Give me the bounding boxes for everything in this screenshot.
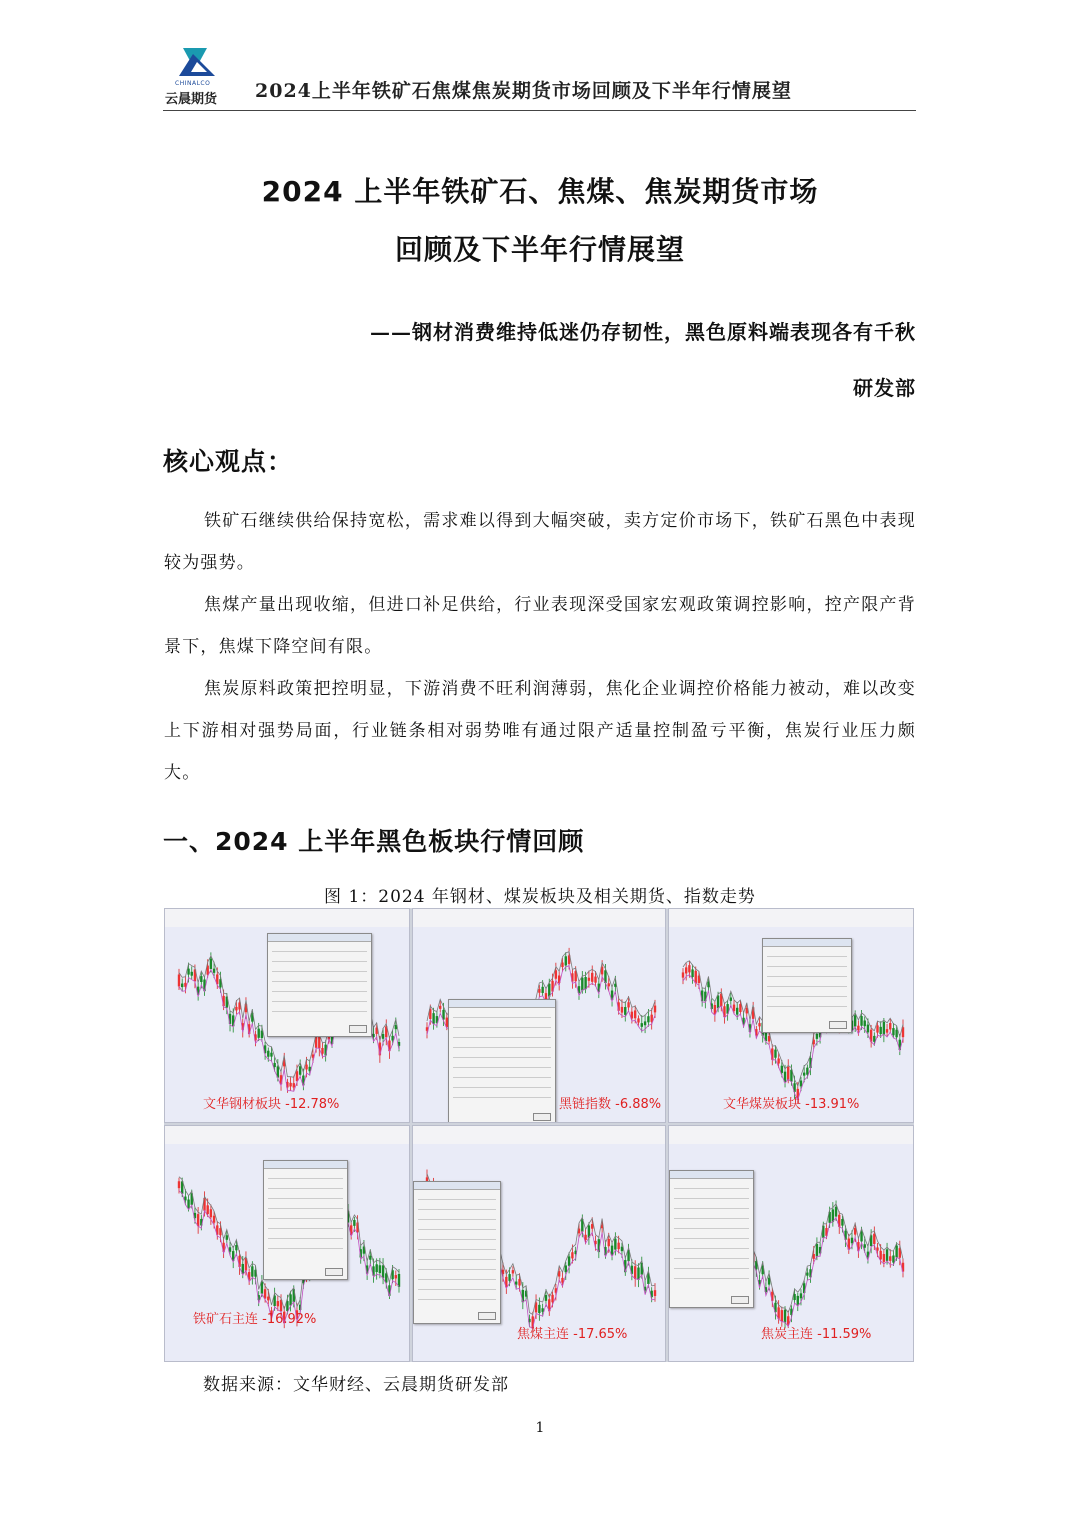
candle-body [213, 1216, 215, 1223]
department: 研发部 [853, 376, 916, 400]
dialog-row [767, 949, 847, 957]
dialog-row [268, 1221, 343, 1229]
dialog-close-button[interactable] [829, 1021, 847, 1029]
candle-body [187, 1200, 189, 1208]
chart-panel-iron-ore [164, 1125, 410, 1362]
chart-toolbar [413, 909, 665, 927]
candle-body [251, 1266, 253, 1276]
chart-toolbar [669, 1126, 913, 1144]
candle-body [873, 1234, 875, 1244]
candle-body [226, 1235, 228, 1240]
candle-body [258, 1029, 260, 1038]
dialog-row [418, 1212, 496, 1220]
stats-dialog [669, 1170, 754, 1308]
candle-body [654, 1006, 656, 1013]
logo-sub-text: CHINALCO [175, 80, 211, 87]
section1-heading: 一、2024 上半年黑色板块行情回顾 [163, 827, 585, 856]
dialog-row [272, 994, 366, 1002]
dialog-row [418, 1292, 496, 1300]
chart-toolbar [165, 909, 409, 927]
candle-body [777, 1058, 779, 1063]
header-title: 2024上半年铁矿石焦煤焦炭期货市场回顾及下半年行情展望 [255, 80, 792, 102]
dialog-row [453, 1080, 551, 1088]
candle-body [733, 1005, 735, 1011]
candle-body [774, 1050, 776, 1058]
candle-body [555, 970, 557, 978]
dialog-row [453, 1090, 551, 1098]
dialog-row [674, 1221, 749, 1229]
candle-body [647, 1016, 649, 1022]
dialog-close-button[interactable] [533, 1113, 551, 1121]
dialog-row [674, 1261, 749, 1269]
candle-body [518, 1279, 520, 1285]
candle-body [318, 1036, 320, 1048]
stats-dialog [448, 999, 556, 1123]
candle-body [816, 1244, 818, 1257]
candle-body [895, 1030, 897, 1038]
candle-body [561, 963, 563, 968]
candle-body [293, 1083, 295, 1087]
dialog-row [268, 1181, 343, 1189]
dialog-row [418, 1252, 496, 1260]
candle-body [860, 1232, 862, 1242]
candle-body [800, 1081, 802, 1087]
candle-body [382, 1265, 384, 1278]
dialog-row [767, 999, 847, 1007]
candle-body [624, 1007, 626, 1015]
candle-body [781, 1066, 783, 1073]
dialog-row [418, 1272, 496, 1280]
candle-body [695, 971, 697, 983]
dialog-row [453, 1070, 551, 1078]
candle-body [277, 1301, 279, 1306]
candle-body [864, 1244, 866, 1247]
candle-body [581, 978, 583, 991]
candle-body [816, 1034, 818, 1039]
dialog-row [674, 1181, 749, 1189]
candle-body [565, 956, 567, 965]
candle-body [608, 1239, 610, 1246]
candle-body [854, 1015, 856, 1026]
candle-body [296, 1071, 298, 1081]
dialog-close-button[interactable] [349, 1025, 367, 1033]
chart-panel-coal-sector [668, 908, 914, 1123]
candle-body [621, 1247, 623, 1251]
stats-dialog [413, 1181, 501, 1324]
candle-body [551, 1295, 553, 1303]
candle-body [273, 1063, 275, 1067]
dialog-row [453, 1040, 551, 1048]
core-paragraph-1: 铁矿石继续供给保持宽松，需求难以得到大幅突破，卖方定价市场下，铁矿石黑色中表现较为强势。 [164, 511, 916, 573]
page-header [163, 44, 916, 111]
candle-body [588, 978, 590, 981]
candle-body [682, 972, 684, 977]
figure-caption: 图 1：2024 年钢材、煤炭板块及相关期货、指数走势 [324, 887, 756, 907]
candle-body [299, 1066, 301, 1075]
dialog-row [272, 944, 366, 952]
candle-body [538, 1305, 540, 1313]
chart-toolbar [165, 1126, 409, 1144]
candle-body [886, 1029, 888, 1032]
candle-body [860, 1016, 862, 1026]
chart-toolbar [669, 909, 913, 927]
candle-body [787, 1067, 789, 1080]
dialog-row [767, 979, 847, 987]
candle-body [717, 996, 719, 1009]
candle-body [806, 1273, 808, 1276]
candle-body [879, 1027, 881, 1034]
candle-body [736, 1008, 738, 1015]
candle-body [264, 1289, 266, 1298]
dialog-close-button[interactable] [478, 1312, 496, 1320]
candle-body [768, 1036, 770, 1041]
dialog-titlebar [268, 934, 370, 942]
candle-body [382, 1034, 384, 1039]
candle-body [584, 977, 586, 989]
dialog-row [767, 989, 847, 997]
chart-toolbar [413, 1126, 665, 1144]
candle-body [379, 1265, 381, 1273]
candle-body [561, 1278, 563, 1283]
chart-panel-coke [668, 1125, 914, 1362]
candle-body [395, 1275, 397, 1278]
candle-body [691, 969, 693, 977]
dialog-titlebar [763, 939, 851, 947]
candle-body [889, 1023, 891, 1029]
candle-body [270, 1053, 272, 1057]
dialog-titlebar [449, 1000, 555, 1008]
candle-body [892, 1256, 894, 1263]
candle-body [634, 1266, 636, 1279]
core-paragraph-2: 焦煤产量出现收缩，但进口补足供给，行业表现深受国家宏观政策调控影响，控产限产背景下，焦煤下降空间有限。 [164, 595, 916, 657]
candle-body [883, 1022, 885, 1035]
candle-body [857, 1026, 859, 1030]
candle-body [835, 1207, 837, 1217]
candle-body [267, 1297, 269, 1301]
dialog-row [418, 1262, 496, 1270]
candle-body [571, 1252, 573, 1258]
dialog-titlebar [670, 1171, 753, 1179]
candle-body [541, 1308, 543, 1312]
candle-body [235, 1245, 237, 1250]
candle-body [758, 1023, 760, 1026]
candle-body [800, 1293, 802, 1298]
candle-body [637, 1018, 639, 1022]
dialog-row [453, 1060, 551, 1068]
candle-body [873, 1036, 875, 1042]
candle-body [892, 1028, 894, 1035]
candle-body [508, 1274, 510, 1281]
dialog-row [674, 1231, 749, 1239]
candle-body [545, 1295, 547, 1301]
dialog-row [674, 1251, 749, 1259]
dialog-row [268, 1211, 343, 1219]
candle-body [321, 1048, 323, 1054]
candle-body [200, 976, 202, 982]
core-paragraph-3: 焦炭原料政策把控明显，下游消费不旺利润薄弱，焦化企业调控价格能力被动，难以改变上下游相对强势局面，行业链条相对弱势唯有通过限产适量控制盈亏平衡，焦炭行业压力颇大。 [164, 679, 916, 783]
dialog-row [453, 1030, 551, 1038]
candle-body [432, 1013, 434, 1024]
candle-body [568, 1256, 570, 1265]
candle-body [730, 998, 732, 1001]
candle-body [375, 1264, 377, 1272]
panel-label: 铁矿石主连 -16.92% [193, 1312, 317, 1327]
doc-subtitle: ——钢材消费维持低迷仍存韧性，黑色原料端表现各有千秋 [370, 320, 916, 344]
chart-panel-black-chain-index [412, 908, 666, 1123]
candle-body [541, 987, 543, 993]
candle-body [685, 967, 687, 973]
dialog-row [268, 1241, 343, 1249]
candle-body [617, 1243, 619, 1249]
candle-body [641, 1023, 643, 1027]
candle-body [184, 1197, 186, 1201]
candle-body [206, 1205, 208, 1214]
dialog-row [453, 1020, 551, 1028]
candle-body [614, 1239, 616, 1250]
logo-name: 云晨期货 [165, 92, 218, 107]
candle-body [353, 1220, 355, 1226]
data-source: 数据来源：文华财经、云晨期货研发部 [203, 1375, 509, 1395]
candle-body [594, 977, 596, 983]
dialog-row [272, 984, 366, 992]
chinalco-logo [163, 44, 223, 108]
chart-panel-coking-coal [412, 1125, 666, 1362]
candle-body [654, 1290, 656, 1296]
candle-body [889, 1256, 891, 1261]
dialog-row [418, 1282, 496, 1290]
chart-panel-steel-sector [164, 908, 410, 1123]
dialog-row [268, 1201, 343, 1209]
panel-label: 文华钢材板块 -12.78% [203, 1097, 340, 1112]
candle-body [267, 1051, 269, 1057]
dialog-row [767, 959, 847, 967]
dialog-row [418, 1222, 496, 1230]
dialog-row [453, 1050, 551, 1058]
dialog-row [767, 969, 847, 977]
dialog-row [418, 1232, 496, 1240]
panel-label: 黑链指数 -6.88% [559, 1097, 662, 1112]
candle-body [879, 1251, 881, 1260]
candle-body [191, 972, 193, 976]
candle-body [591, 1224, 593, 1229]
dialog-row [268, 1191, 343, 1199]
candle-body [864, 1020, 866, 1026]
candle-body [608, 983, 610, 986]
dialog-row [674, 1191, 749, 1199]
candle-body [867, 1025, 869, 1033]
core-heading: 核心观点： [163, 447, 294, 476]
candle-body [187, 969, 189, 975]
candle-body [797, 1296, 799, 1305]
candle-body [841, 1219, 843, 1226]
dialog-row [674, 1201, 749, 1209]
dialog-row [674, 1241, 749, 1249]
dialog-row [272, 1004, 366, 1012]
dialog-titlebar [414, 1182, 500, 1190]
candle-body [781, 1310, 783, 1321]
candle-body [876, 1247, 878, 1250]
candle-body [806, 1068, 808, 1075]
candle-body [644, 1021, 646, 1025]
dialog-row [674, 1211, 749, 1219]
candle-body [515, 1282, 517, 1285]
dialog-row [268, 1171, 343, 1179]
candle-body [512, 1270, 514, 1273]
doc-title-line1: 2024 上半年铁矿石、焦煤、焦炭期货市场 [261, 175, 819, 208]
candle-body [289, 1083, 291, 1087]
candle-body [210, 959, 212, 969]
candle-body [369, 1256, 371, 1260]
candle-body [181, 984, 183, 988]
dialog-row [272, 954, 366, 962]
candle-body [883, 1254, 885, 1262]
candle-body [178, 975, 180, 987]
dialog-row [453, 1010, 551, 1018]
panel-label: 文华煤炭板块 -13.91% [723, 1097, 860, 1112]
candle-body [634, 1010, 636, 1018]
dialog-row [418, 1192, 496, 1200]
stats-dialog [267, 933, 371, 1037]
candle-body [591, 973, 593, 982]
candle-body [210, 1209, 212, 1217]
stats-dialog [762, 938, 852, 1034]
candle-body [261, 1282, 263, 1294]
candle-body [803, 1073, 805, 1076]
candle-body [688, 965, 690, 972]
dialog-row [268, 1231, 343, 1239]
candle-body [305, 1065, 307, 1070]
dialog-row [272, 964, 366, 972]
candle-body [235, 1007, 237, 1011]
candle-body [876, 1025, 878, 1032]
panel-label: 焦煤主连 -17.65% [517, 1327, 628, 1342]
figure-1-chart-grid [164, 908, 914, 1362]
candle-body [538, 989, 540, 993]
candle-body [439, 1006, 441, 1009]
dialog-row [418, 1202, 496, 1210]
dialog-close-button[interactable] [731, 1296, 749, 1304]
candle-body [793, 1294, 795, 1300]
candle-body [851, 1238, 853, 1243]
dialog-row [418, 1242, 496, 1250]
dialog-titlebar [264, 1161, 347, 1169]
doc-title-line2: 回顾及下半年行情展望 [394, 233, 685, 266]
candle-body [289, 1294, 291, 1305]
candle-body [565, 1265, 567, 1272]
candle-body [213, 969, 215, 973]
candle-body [627, 1002, 629, 1007]
dialog-row [272, 974, 366, 982]
dialog-close-button[interactable] [325, 1268, 343, 1276]
candle-body [739, 1004, 741, 1012]
candle-body [886, 1249, 888, 1261]
candle-body [178, 1181, 180, 1188]
candle-body [621, 1007, 623, 1013]
page-number: 1 [535, 1420, 545, 1436]
candle-body [784, 1310, 786, 1323]
panel-label: 焦炭主连 -11.59% [761, 1327, 872, 1342]
stats-dialog [263, 1160, 348, 1280]
dialog-row [674, 1271, 749, 1279]
candle-body [895, 1245, 897, 1257]
